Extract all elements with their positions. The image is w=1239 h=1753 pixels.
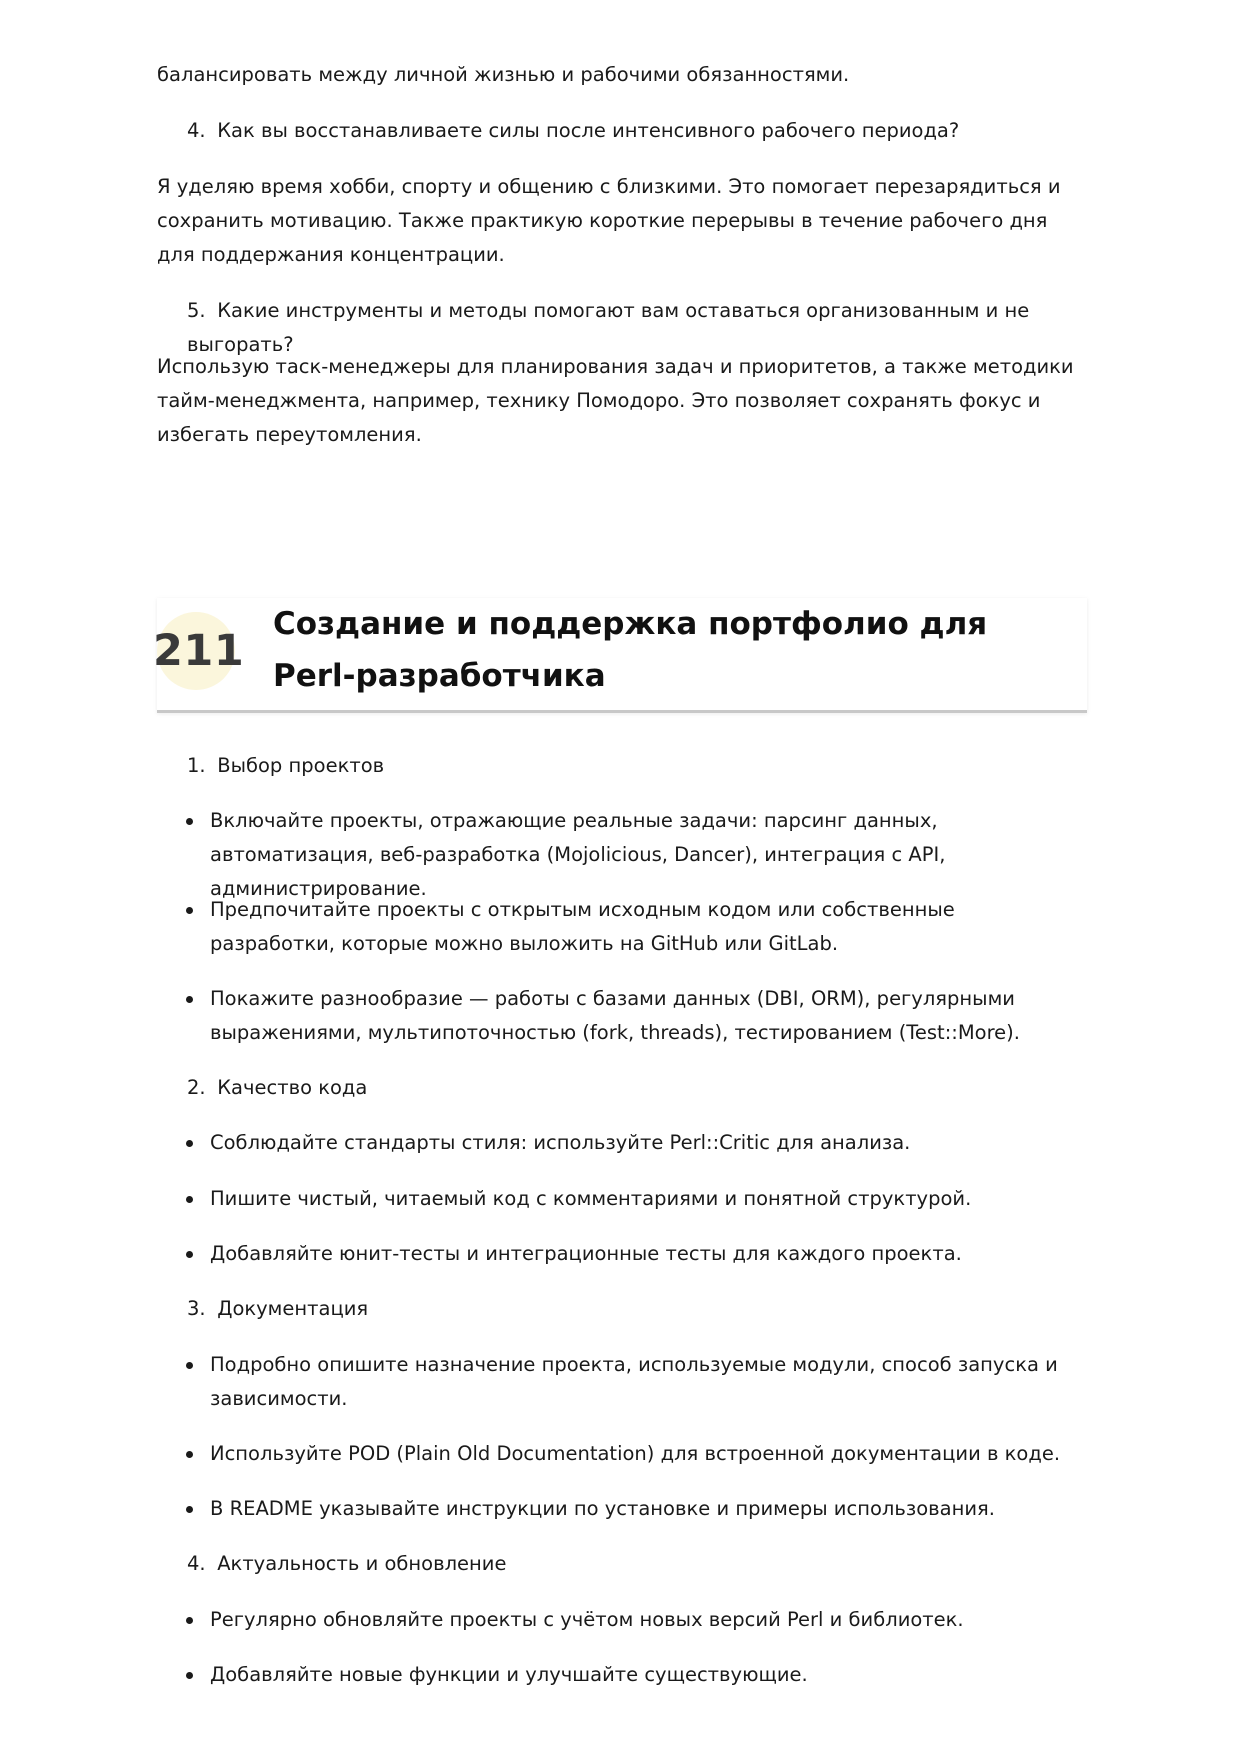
answer-4: Я уделяю время хобби, спорту и общению с близкими. Это помогает перезарядиться и сохранить мотивацию. Также практикую короткие перерывы в течение рабочего дня для поддержания концентрации. — [157, 175, 1061, 266]
list-heading-4-number: 4. — [187, 1552, 206, 1575]
list-item — [210, 1603, 1070, 1637]
list-item — [210, 1492, 1070, 1526]
question-5-number: 5. — [187, 299, 206, 322]
list-item — [210, 982, 1070, 1050]
question-4-number: 4. — [187, 119, 206, 142]
answer-5: Использую таск-менеджеры для планирования задач и приоритетов, а также методики тайм-менеджмента, например, технику Помодоро. Это позволяет сохранять фокус и избегать переутомления. — [157, 355, 1074, 446]
list-heading-3-text: Документация — [217, 1297, 369, 1320]
bullet-icon — [186, 1617, 193, 1624]
list-heading-2 — [187, 1071, 1087, 1105]
list-item — [210, 1658, 1070, 1692]
section-title: Создание и поддержка портфолио для Perl-разработчика — [273, 606, 988, 694]
list-heading-3 — [187, 1292, 1087, 1326]
list-heading-2-number: 2. — [187, 1076, 206, 1099]
section-header — [153, 598, 1087, 713]
bullet-icon — [186, 1451, 193, 1458]
bullet-icon — [186, 818, 193, 825]
list-item-text: Включайте проекты, отражающие реальные задачи: парсинг данных, автоматизация, веб-разработка (Mojolicious, Dancer), интеграция с API, администрирование. — [210, 809, 946, 900]
list-item — [210, 1126, 1070, 1160]
list-item — [210, 1237, 1070, 1271]
list-heading-2-text: Качество кода — [217, 1076, 368, 1099]
list-item-text: Добавляйте юнит-тесты и интеграционные тесты для каждого проекта. — [210, 1242, 962, 1265]
intro-continuation: балансировать между личной жизнью и рабочими обязанностями. — [157, 63, 850, 86]
list-item-text: Добавляйте новые функции и улучшайте существующие. — [210, 1663, 808, 1686]
list-item — [210, 893, 1070, 961]
bullet-icon — [186, 996, 193, 1003]
bullet-icon — [186, 1251, 193, 1258]
question-4 — [187, 114, 1087, 148]
bullet-icon — [186, 1362, 193, 1369]
list-item-text: Регулярно обновляйте проекты с учётом новых версий Perl и библиотек. — [210, 1608, 964, 1631]
question-5-text: Какие инструменты и методы помогают вам оставаться организованным и не выгорать? — [187, 299, 1030, 356]
list-item-text: Предпочитайте проекты с открытым исходным кодом или собственные разработки, которые можно выложить на GitHub или GitLab. — [210, 898, 955, 955]
question-4-text: Как вы восстанавливаете силы после интенсивного рабочего периода? — [217, 119, 960, 142]
list-item — [210, 1437, 1070, 1471]
list-heading-4 — [187, 1547, 1087, 1581]
list-heading-1-number: 1. — [187, 754, 206, 777]
bullet-icon — [186, 1506, 193, 1513]
list-item-text: Подробно опишите назначение проекта, используемые модули, способ запуска и зависимости. — [210, 1353, 1058, 1410]
list-heading-1 — [187, 749, 1087, 783]
list-item-text: Покажите разнообразие — работы с базами данных (DBI, ORM), регулярными выражениями, мультипоточностью (fork, threads), тестированием (Test::More). — [210, 987, 1020, 1044]
list-heading-3-number: 3. — [187, 1297, 206, 1320]
bullet-icon — [186, 907, 193, 914]
list-heading-4-text: Актуальность и обновление — [217, 1552, 507, 1575]
list-item — [210, 1348, 1070, 1416]
list-item-text: Пишите чистый, читаемый код с комментариями и понятной структурой. — [210, 1187, 972, 1210]
list-heading-1-text: Выбор проектов — [217, 754, 385, 777]
section-number: 211 — [153, 626, 245, 676]
list-item-text: В README указывайте инструкции по установке и примеры использования. — [210, 1497, 995, 1520]
list-item-text: Соблюдайте стандарты стиля: используйте Perl::Critic для анализа. — [210, 1131, 911, 1154]
list-item — [210, 804, 1070, 906]
list-item — [210, 1182, 1070, 1216]
bullet-icon — [186, 1140, 193, 1147]
bullet-icon — [186, 1196, 193, 1203]
bullet-icon — [186, 1672, 193, 1679]
list-item-text: Используйте POD (Plain Old Documentation) для встроенной документации в коде. — [210, 1442, 1061, 1465]
